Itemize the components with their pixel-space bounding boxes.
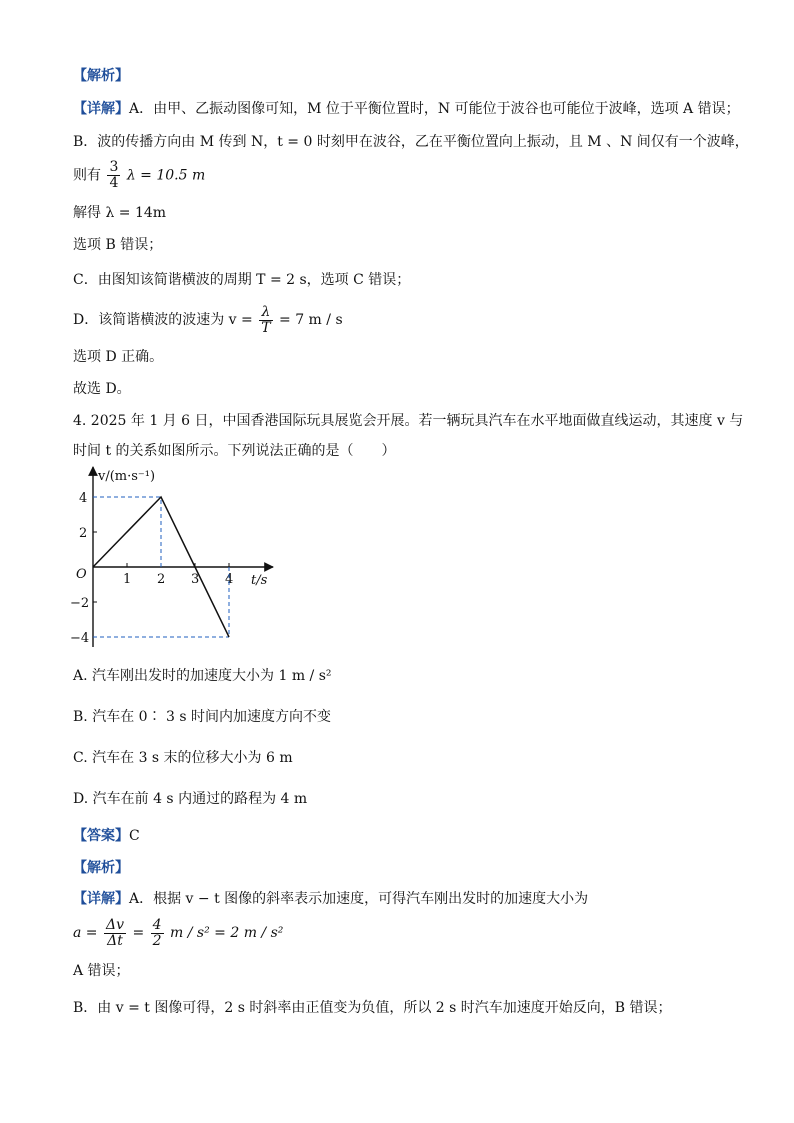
y-tick-label: 4 [79,491,88,506]
detail-B-conclusion: 选项 B 错误； [73,237,163,253]
y-tick-label: −2 [70,596,90,611]
formula-suffix: m / s² = 2 m / s² [170,925,284,941]
equation-prefix: 则有 [73,167,101,184]
option-C: C. 汽车在 3 s 末的位移大小为 6 m [73,750,293,766]
fraction-lambda-over-T [259,305,272,336]
answer-line [73,826,140,846]
x-tick-label: 3 [191,572,200,587]
detail-C-line: C．由图知该简谐横波的周期 T = 2 s，选项 C 错误； [73,272,411,288]
y-tick-label: −4 [70,631,90,646]
question-4-line-1: 4. 2025 年 1 月 6 日，中国香港国际玩具展览会开展。若一辆玩具汽车在水平地面做直线运动，其速度 v 与 [73,413,744,429]
fraction-delta-v-over-delta-t [104,918,126,949]
x-tick-label: 2 [157,572,166,587]
formula-prefix: a = [73,925,98,941]
final-choice: 故选 D。 [73,381,131,397]
y-axis-label: v/(m·s⁻¹) [98,469,156,484]
fraction-denominator: 2 [152,932,162,949]
option-A: A. 汽车刚出发时的加速度大小为 1 m / s² [73,668,332,684]
detail-tag: 【详解】 [73,891,129,907]
analysis-heading-2 [73,858,129,878]
fraction-four-over-two [151,918,164,949]
equation-suffix: λ = 10.5 m [126,167,206,184]
q4-detail-A-text: A．根据 v − t 图像的斜率表示加速度，可得汽车刚出发时的加速度大小为 [129,891,589,907]
detail-D-equation [73,303,343,337]
fraction-denominator: 4 [109,175,119,191]
x-tick-label: 1 [123,572,132,587]
option-D: D. 汽车在前 4 s 内通过的路程为 4 m [73,791,308,807]
q4-detail-A-conclusion: A 错误； [73,963,130,979]
detail-B-line: B．波的传播方向由 M 传到 N，t = 0 时刻甲在波谷，乙在平衡位置向上振动，且 M 、N 间仅有一个波峰， [73,134,749,150]
detail-B-result: 解得 λ = 14m [73,205,167,221]
detail-tag: 【详解】 [73,101,129,117]
option-B: B. 汽车在 0∶ 3 s 时间内加速度方向不变 [73,709,331,725]
q4-acceleration-formula [73,916,283,950]
detail-B-equation [73,160,205,191]
origin-label: O [76,567,87,582]
fraction-numerator: Δv [105,916,125,933]
velocity-time-chart [68,462,288,652]
fraction-numerator: λ [259,305,272,321]
equation-suffix: = 7 m / s [279,312,343,328]
analysis-tag: 【解析】 [73,68,129,84]
answer-value: C [129,828,140,844]
x-tick-label: 4 [225,572,234,587]
question-4-line-2: 时间 t 的关系如图所示。下列说法正确的是（ ） [73,443,396,459]
equation-prefix: D．该简谐横波的波速为 v = [73,312,253,328]
fraction-denominator: Δt [107,932,123,949]
analysis-heading-1 [73,66,129,86]
answer-tag: 【答案】 [73,828,129,844]
y-tick-label: 2 [79,526,88,541]
q4-detail-A-line [73,889,588,909]
detail-A-text: A．由甲、乙振动图像可知，M 位于平衡位置时，N 可能位于波谷也可能位于波峰，选项 A 错误； [129,101,740,117]
analysis-tag: 【解析】 [73,860,129,876]
detail-D-conclusion: 选项 D 正确。 [73,349,164,365]
fraction-denominator: T [261,319,271,336]
fraction-numerator: 3 [109,159,119,175]
fraction-numerator: 4 [152,916,162,933]
x-axis-label: t/s [251,573,268,588]
q4-detail-B-line: B．由 v = t 图像可得，2 s 时斜率由正值变为负值，所以 2 s 时汽车加速度开始反向，B 错误； [73,1000,672,1016]
fraction-three-quarters [107,160,120,191]
detail-A-line [73,99,740,119]
equals-sign: = [132,925,145,941]
